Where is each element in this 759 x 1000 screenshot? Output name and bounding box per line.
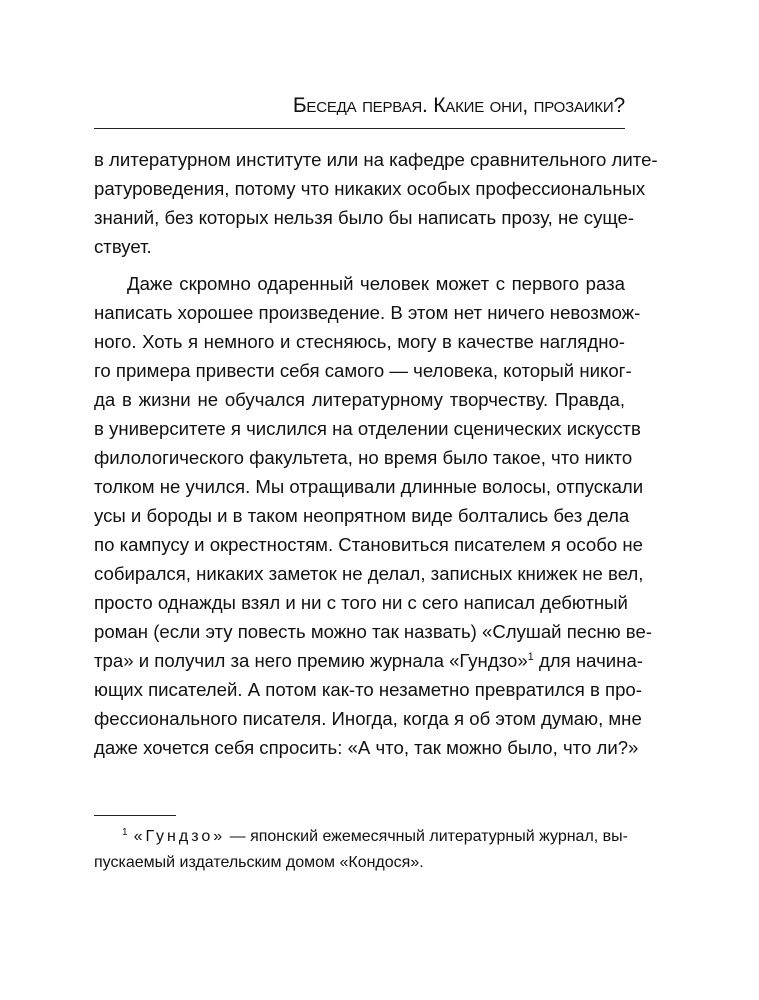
text-line: ратуроведения, потому что никаких особых профессиональных [94,178,646,199]
footnote-number: 1 [122,827,128,838]
text-line: знаний, без которых нельзя было бы написать прозу, не суще- [94,207,634,228]
text-segment: тра» и получил за него премию журнала «Гундзо» [94,650,528,671]
text-line: да в жизни не обучался литературному творчеству. Правда, [94,389,625,410]
footnote-text: — японский ежемесячный литературный журнал, вы- [225,828,628,845]
text-line: ствует. [94,236,152,257]
text-line: роман (если эту повесть можно так назвать) «Слушай песню ве- [94,621,653,642]
footnote-line: пускаемый издательским домом «Кондося». [94,854,424,871]
text-line: даже хочется себя спросить: «А что, так можно было, что ли?» [94,737,639,758]
body-text [94,145,658,762]
running-header: Беседа первая. Какие они, прозаики? [292,94,625,117]
paragraph-1 [94,145,658,261]
text-line: усы и бороды и в таком неопрятном виде болтались без дела [94,505,630,526]
text-line: собирался, никаких заметок не делал, записных книжек не вел, [94,563,644,584]
text-line-with-note [94,646,643,675]
text-line: в университете я числился на отделении сценических искусств [94,418,641,439]
text-line: просто однажды взял и ни с того ни с сего написал дебютный [94,592,628,613]
footnote [94,824,628,876]
footnote-rule [94,815,176,816]
footnote-term: «Гундзо» [133,828,226,845]
paragraph-2 [94,269,653,762]
text-line: ного. Хоть я немного и стесняюсь, могу в качестве наглядно- [94,331,625,352]
text-line: ющих писателей. А потом как-то незаметно превратился в про- [94,679,642,700]
footnote-line [94,824,628,850]
footnote-reference[interactable]: 1 [527,651,534,663]
paragraph-gap [94,261,625,269]
text-line: толком не учился. Мы отращивали длинные волосы, отпускали [94,476,644,497]
text-segment: для начина- [533,650,643,671]
text-line: в литературном институте или на кафедре сравнительного лите- [94,149,658,170]
text-line: Даже скромно одаренный человек может с первого раза [127,273,625,294]
text-line: написать хорошее произведение. В этом нет ничего невозмож- [94,302,641,323]
header-rule [94,128,625,129]
text-line: фессионального писателя. Иногда, когда я об этом думаю, мне [94,708,642,729]
text-line: по кампусу и окрестностям. Становиться писателем я особо не [94,534,644,555]
text-line: филологического факультета, но время было такое, что никто [94,447,633,468]
text-line: го примера привести себя самого — человека, который никог- [94,360,632,381]
